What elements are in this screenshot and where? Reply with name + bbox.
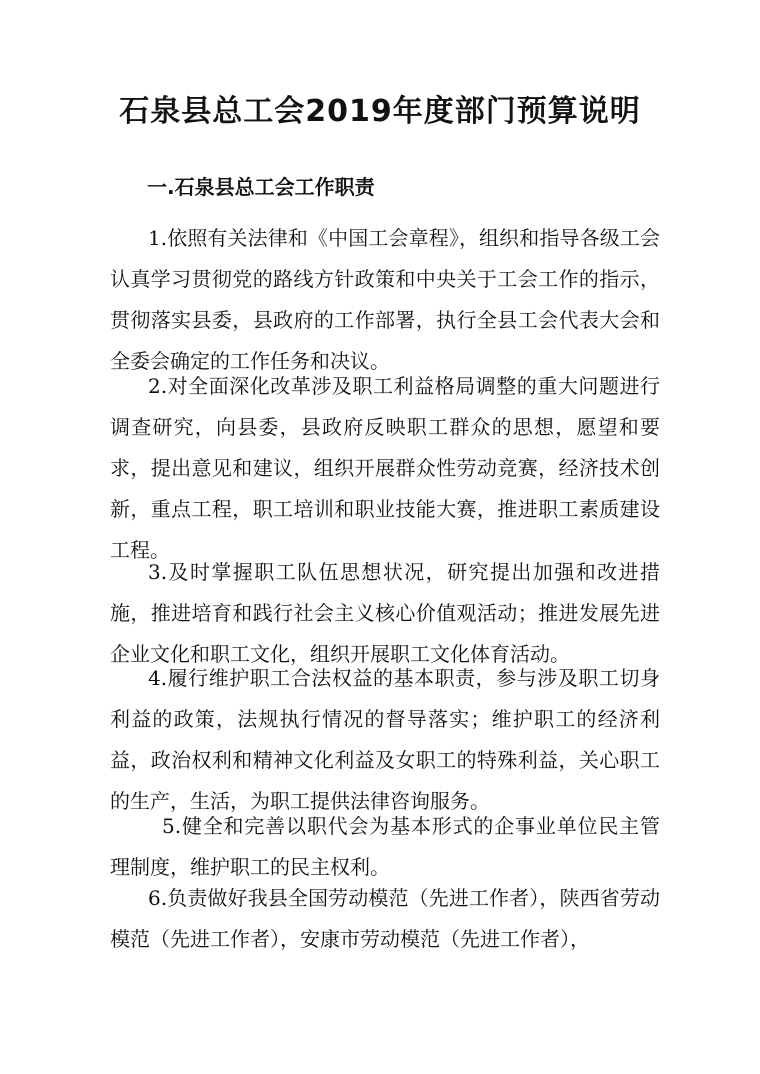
section-heading: 一.石泉县总工会工作职责: [147, 175, 375, 199]
document-title: 石泉县总工会2019年度部门预算说明: [119, 94, 641, 129]
paragraph-2: 2.对全面深化改革涉及职工利益格局调整的重大问题进行调查研究，向县委，县政府反映职工群众的思想，愿望和要求，提出意见和建议，组织开展群众性劳动竞赛，经济技术创新，重点工程，职工培训和职业技能大赛，推进职工素质建设工程。: [110, 374, 660, 562]
paragraph-5: 5.健全和完善以职代会为基本形式的企事业单位民主管理制度，维护职工的民主权利。: [110, 814, 660, 879]
paragraph-3: 3.及时掌握职工队伍思想状况，研究提出加强和改进措施，推进培育和践行社会主义核心价值观活动；推进发展先进企业文化和职工文化，组织开展职工文化体育活动。: [110, 560, 660, 666]
paragraph-1: 1.依照有关法律和《中国工会章程》，组织和指导各级工会认真学习贯彻党的路线方针政策和中央关于工会工作的指示，贯彻落实县委，县政府的工作部署，执行全县工会代表大会和全委会确定的工作任务和决议。: [110, 226, 660, 373]
paragraph-6: 6.负责做好我县全国劳动模范（先进工作者），陕西省劳动模范（先进工作者），安康市劳动模范（先进工作者），: [110, 886, 660, 951]
paragraph-4: 4.履行维护职工合法权益的基本职责，参与涉及职工切身利益的政策，法规执行情况的督导落实；维护职工的经济利益，政治权利和精神文化利益及女职工的特殊利益，关心职工的生产，生活，为职工提供法律咨询服务。: [110, 666, 660, 813]
